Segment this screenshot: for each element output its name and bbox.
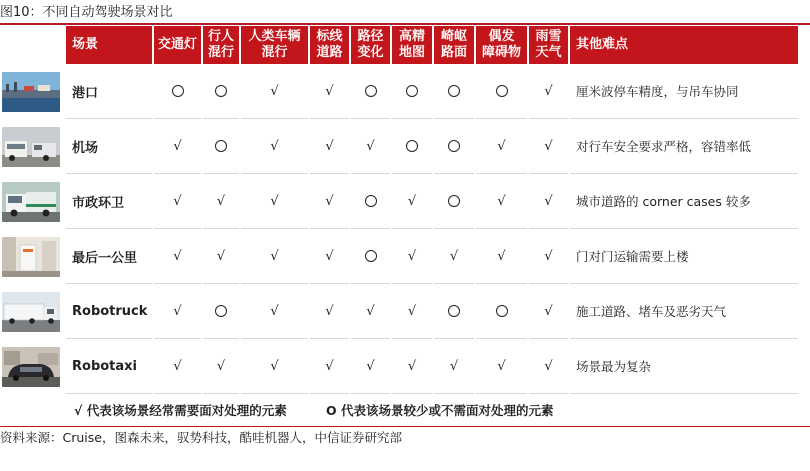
mark-cell-traffic-light	[154, 174, 201, 229]
legend-circle: O 代表该场景较少或不需面对处理的元素	[326, 403, 554, 418]
difficulty-note: 门对门运输需要上楼	[570, 229, 798, 284]
check-mark: √	[173, 304, 182, 319]
check-mark: √	[497, 139, 506, 154]
mark-cell-marked-roads	[310, 119, 349, 174]
circle-mark	[448, 140, 460, 152]
mark-cell-traffic-light	[154, 64, 201, 119]
scenario-comparison-table	[0, 26, 800, 394]
mark-cell-traffic-light	[154, 339, 201, 394]
check-mark: √	[325, 249, 334, 264]
check-mark: √	[407, 249, 417, 264]
mark-cell-human-vehicles	[241, 284, 308, 339]
mark-cell-hd-map	[392, 174, 432, 229]
sanitation-truck-photo-icon	[2, 182, 60, 222]
mark-cell-route-changes	[351, 64, 390, 119]
thumbnail-header-spacer	[2, 26, 64, 64]
thumbnail-cell	[2, 284, 64, 339]
header-route-changes	[351, 26, 390, 64]
mark-cell-marked-roads	[310, 284, 349, 339]
mark-cell-traffic-light	[154, 119, 201, 174]
header-scene	[66, 26, 152, 64]
difficulty-note: 施工道路、堵车及恶劣天气	[570, 284, 798, 339]
mark-cell-pedestrians	[203, 174, 239, 229]
check-mark: √	[407, 194, 417, 209]
circle-mark	[215, 140, 227, 152]
difficulty-note: 厘米波停车精度，与吊车协同	[570, 64, 798, 119]
thumbnail-cell	[2, 64, 64, 119]
header-label-line: 道路	[316, 45, 343, 60]
check-mark: √	[216, 249, 226, 264]
table-row	[2, 119, 798, 174]
check-mark: √	[325, 139, 334, 154]
difficulty-note: 城市道路的 corner cases 较多	[570, 174, 798, 229]
mark-cell-route-changes	[351, 174, 390, 229]
check-mark: √	[270, 194, 279, 209]
circle-mark	[365, 195, 377, 207]
thumbnail-cell	[2, 174, 64, 229]
circle-mark	[215, 85, 227, 97]
scene-name: Robotruck	[66, 284, 152, 339]
header-label-line: 场景	[72, 37, 99, 52]
header-pedestrians	[203, 26, 239, 64]
mark-cell-human-vehicles	[241, 64, 308, 119]
header-sporadic-obstacles	[476, 26, 527, 64]
mark-cell-human-vehicles	[241, 174, 308, 229]
mark-cell-hd-map	[392, 284, 432, 339]
circle-mark	[448, 305, 460, 317]
table-row	[2, 339, 798, 394]
check-mark: √	[270, 359, 279, 374]
mark-cell-pedestrians	[203, 64, 239, 119]
mark-cell-hd-map	[392, 229, 432, 284]
table-header-row	[2, 26, 798, 64]
check-mark: √	[325, 359, 334, 374]
mark-cell-rough-road	[434, 64, 474, 119]
header-label-line: 障碍物	[481, 45, 521, 60]
header-marked-roads	[310, 26, 349, 64]
check-mark: √	[366, 139, 375, 154]
check-mark: √	[173, 249, 182, 264]
mark-cell-rain-snow	[529, 174, 568, 229]
mark-cell-hd-map	[392, 119, 432, 174]
header-label-line: 其他难点	[576, 37, 629, 52]
mark-cell-pedestrians	[203, 229, 239, 284]
delivery-robot-photo-icon	[2, 237, 60, 277]
mark-cell-rough-road	[434, 174, 474, 229]
check-mark: √	[497, 194, 506, 209]
scene-name: 机场	[66, 119, 152, 174]
check-mark: √	[216, 194, 226, 209]
check-mark: √	[544, 359, 553, 374]
mark-cell-hd-map	[392, 64, 432, 119]
scene-name: 市政环卫	[66, 174, 152, 229]
check-mark: √	[544, 304, 553, 319]
header-rain-snow	[529, 26, 568, 64]
mark-cell-rough-road	[434, 339, 474, 394]
check-mark: √	[173, 359, 182, 374]
mark-cell-rain-snow	[529, 64, 568, 119]
check-mark: √	[544, 194, 553, 209]
mark-cell-route-changes	[351, 339, 390, 394]
circle-mark	[496, 85, 508, 97]
mark-cell-marked-roads	[310, 229, 349, 284]
check-mark: √	[407, 359, 417, 374]
port-photo-icon	[2, 72, 60, 112]
scene-name: 港口	[66, 64, 152, 119]
header-label-line: 混行	[207, 45, 234, 60]
mark-cell-human-vehicles	[241, 119, 308, 174]
title-divider	[0, 23, 810, 25]
mark-cell-pedestrians	[203, 339, 239, 394]
mark-cell-pedestrians	[203, 119, 239, 174]
table-row	[2, 174, 798, 229]
check-mark: √	[325, 84, 334, 99]
source-note: 资料来源：Cruise，图森未来，驭势科技，酷哇机器人，中信证券研究部	[0, 430, 402, 445]
scene-name: 最后一公里	[66, 229, 152, 284]
header-label-line: 地图	[398, 45, 425, 60]
mark-cell-sporadic-obstacles	[476, 174, 527, 229]
header-label-line: 崎岖	[440, 29, 467, 44]
circle-mark	[496, 305, 508, 317]
thumbnail-cell	[2, 229, 64, 284]
mark-cell-rain-snow	[529, 284, 568, 339]
mark-cell-rough-road	[434, 284, 474, 339]
check-mark: √	[270, 304, 279, 319]
table-row	[2, 229, 798, 284]
check-mark: √	[366, 359, 375, 374]
table-row	[2, 284, 798, 339]
header-label-line: 偶发	[488, 29, 515, 44]
mark-cell-rain-snow	[529, 229, 568, 284]
circle-mark	[406, 85, 418, 97]
mark-cell-rough-road	[434, 119, 474, 174]
check-mark: √	[449, 249, 459, 264]
header-label-line: 路径	[357, 29, 384, 44]
check-mark: √	[270, 84, 279, 99]
figure-title: 图10：不同自动驾驶场景对比	[0, 5, 173, 20]
check-mark: √	[497, 249, 506, 264]
mark-cell-rain-snow	[529, 339, 568, 394]
header-label-line: 交通灯	[157, 37, 197, 52]
difficulty-note: 场景最为复杂	[570, 339, 798, 394]
airport-photo-icon	[2, 127, 60, 167]
circle-mark	[365, 250, 377, 262]
circle-mark	[172, 85, 184, 97]
mark-cell-sporadic-obstacles	[476, 119, 527, 174]
check-mark: √	[544, 249, 553, 264]
header-traffic-light	[154, 26, 201, 64]
thumbnail-cell	[2, 119, 64, 174]
check-mark: √	[173, 194, 182, 209]
header-hd-map	[392, 26, 432, 64]
check-mark: √	[270, 139, 279, 154]
check-mark: √	[497, 359, 506, 374]
circle-mark	[406, 140, 418, 152]
circle-mark	[365, 85, 377, 97]
thumbnail-cell	[2, 339, 64, 394]
header-label-line: 行人	[207, 29, 234, 44]
header-label-line: 人类车辆	[248, 29, 301, 44]
check-mark: √	[366, 304, 375, 319]
mark-cell-marked-roads	[310, 174, 349, 229]
difficulty-note: 对行车安全要求严格，容错率低	[570, 119, 798, 174]
header-label-line: 天气	[535, 45, 562, 60]
mark-cell-sporadic-obstacles	[476, 229, 527, 284]
circle-mark	[448, 85, 460, 97]
check-mark: √	[407, 304, 417, 319]
mark-cell-hd-map	[392, 339, 432, 394]
check-mark: √	[544, 84, 553, 99]
check-mark: √	[325, 304, 334, 319]
mark-cell-pedestrians	[203, 284, 239, 339]
header-label-line: 标线	[316, 29, 343, 44]
legend	[74, 402, 794, 420]
mark-cell-sporadic-obstacles	[476, 64, 527, 119]
header-label-line: 路面	[440, 45, 467, 60]
check-mark: √	[270, 249, 279, 264]
robotaxi-photo-icon	[2, 347, 60, 387]
mark-cell-rain-snow	[529, 119, 568, 174]
mark-cell-sporadic-obstacles	[476, 284, 527, 339]
mark-cell-traffic-light	[154, 229, 201, 284]
header-label-line: 高精	[398, 29, 425, 44]
header-label-line: 混行	[261, 45, 288, 60]
check-mark: √	[449, 359, 459, 374]
mark-cell-rough-road	[434, 229, 474, 284]
table-row	[2, 64, 798, 119]
circle-mark	[215, 305, 227, 317]
check-mark: √	[544, 139, 553, 154]
mark-cell-human-vehicles	[241, 339, 308, 394]
check-mark: √	[325, 194, 334, 209]
mark-cell-sporadic-obstacles	[476, 339, 527, 394]
legend-divider	[0, 426, 810, 427]
mark-cell-human-vehicles	[241, 229, 308, 284]
robotruck-photo-icon	[2, 292, 60, 332]
header-label-line: 雨雪	[535, 29, 562, 44]
mark-cell-route-changes	[351, 119, 390, 174]
header-other-difficulties	[570, 26, 798, 64]
mark-cell-traffic-light	[154, 284, 201, 339]
check-mark: √	[173, 139, 182, 154]
header-label-line: 变化	[357, 45, 384, 60]
legend-check: √ 代表该场景经常需要面对处理的元素	[74, 403, 287, 418]
check-mark: √	[216, 359, 226, 374]
scene-name: Robotaxi	[66, 339, 152, 394]
mark-cell-marked-roads	[310, 64, 349, 119]
circle-mark	[448, 195, 460, 207]
mark-cell-marked-roads	[310, 339, 349, 394]
header-human-vehicles	[241, 26, 308, 64]
mark-cell-route-changes	[351, 284, 390, 339]
mark-cell-route-changes	[351, 229, 390, 284]
header-rough-road	[434, 26, 474, 64]
